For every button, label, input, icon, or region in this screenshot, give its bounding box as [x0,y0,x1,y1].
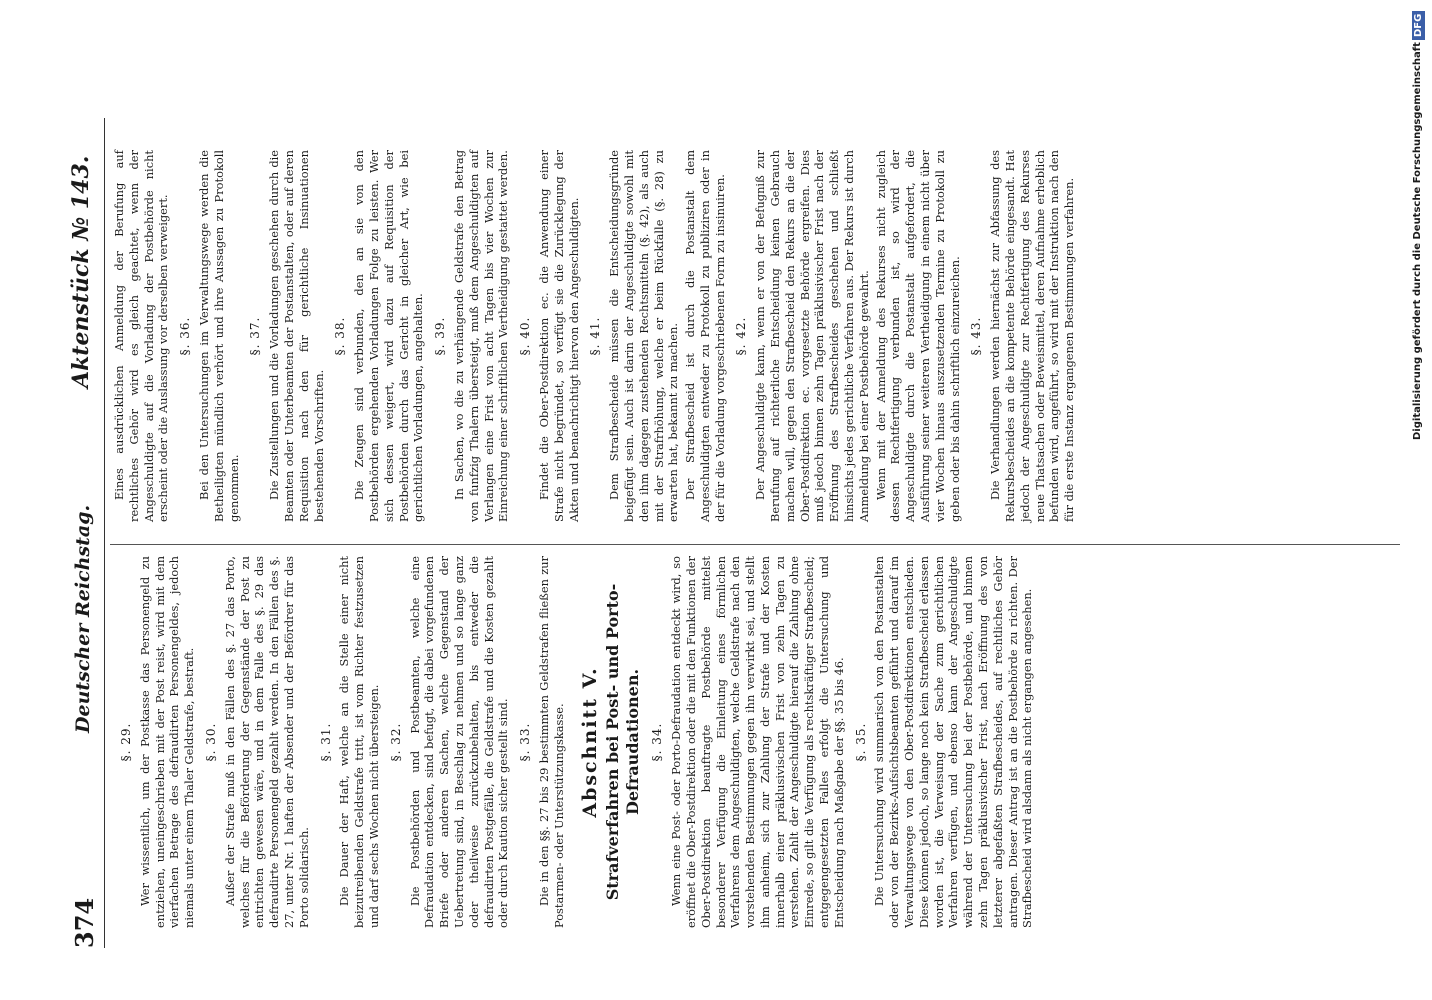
paragraph-text: Die Untersuchung wird summarisch von den Postanstalten oder von der Bezirks-Aufsichtsbeamten geführt und darauf im Verwaltungswege von den Ober-Postdirektionen entschieden. Diese können jedoch, so lange noch kein Strafbescheid erlassen worden ist, die Verweisung der Sache zum gerichtlichen Verfahren verfügen, und ebenso kann der Angeschuldigte während der Untersuchung bei der Postbehörde, und binnen zehn Tagen präklusivischer Frist, nach Eröffnung des von letzterer abgefaßten Strafbescheides, auf rechtliches Gehör antragen. Dieser Antrag ist an die Postbehörde zu richten. Der Strafbescheid wird alsdann als nicht ergangen angesehen. [872,556,1035,928]
paragraph-number: §. 32. [388,722,403,762]
paragraph-text: Die Dauer der Haft, welche an die Stelle einer nicht beizutreibenden Geldstrafe tritt, ist vom Richter festzusetzen und darf sechs Wochen nicht übersteigen. [337,556,381,928]
left-column [112,556,1037,928]
paragraph-text: Außer der Strafe muß in den Fällen des §. 27 das Porto, welches für die Beförderung der Gegenstände der Post zu entrichten gewesen wäre, und in dem Falle des §. 29 das defraudirte Personengeld gezahlt werden. In den Fällen des §. 27, unter Nr. 1 haften der Absender und der Befördrer für das Porto solidarisch. [222,556,311,928]
paragraph-number: §. 30. [203,722,218,762]
paragraph-number: §. 31. [318,722,333,762]
page-number: 374 [70,897,99,948]
paragraph-number: §. 43. [969,316,984,356]
digitization-note: Digitalisierung gefördert durch die Deutsche Forschungsgemeinschaft [1412,42,1423,440]
paragraph-text: Bei den Untersuchungen im Verwaltungswege werden die Betheiligten mündlich verhört und ihre Aussagen zu Protokoll genommen. [196,150,241,522]
section-title: Abschnitt V. [578,666,601,818]
paragraph-number: §. 38. [333,316,348,356]
paragraph-text: Der Strafbescheid ist durch die Postanstalt dem Angeschuldigten entweder zu Protokoll zu publiziren oder in der für die Vorladung vorgeschriebenen Form zu insinuiren. [683,150,727,522]
paragraph-number: §. 39. [433,316,448,356]
paragraph-text: Wer wissentlich, um der Postkasse das Personengeld zu entziehen, uneingeschrieben mit der Post reist, wird mit dem vierfachen Betrage des defraudirten Personengeldes, jedoch niemals unter einem Thaler Geldstrafe, bestraft. [137,556,197,928]
paragraph-number: §. 41. [588,316,603,356]
paragraph-number: §. 37. [248,316,263,356]
paragraph-text: Die Zeugen sind verbunden, den an sie von den Postbehörden ergehenden Vorladungen Folge zu leisten. Wer sich dessen weigert, wird dazu auf Requisition der Postbehörden durch das Gericht in gleicher Art, wie bei gerichtlichen Vorladungen, angehalten. [352,150,426,522]
paragraph-text: Die in den §§. 27 bis 29 bestimmten Geldstrafen fließen zur Postarmen- oder Unterstützungskasse. [536,556,566,928]
paragraph-text: Dem Strafbescheide müssen die Entscheidungsgründe beigefügt sein. Auch ist darin der Angeschuldigte sowohl mit den ihm dagegen zustehenden Rechtsmitteln (§. 42), als auch mit der Strafrhöhung, welche er beim Rückfalle (§. 28) zu erwarten hat, bekannt zu machen. [607,150,681,522]
paragraph-number: §. 40. [518,316,533,356]
paragraph-text: Der Angeschuldigte kann, wenn er von der Befugniß zur Berufung auf richterliche Entscheidung keinen Gebrauch machen will, gegen den Strafbescheid den Rekurs an die der Ober-Postdirektion ec. vorgesetzte Behörde ergreifen. Dies muß jedoch binnen zehn Tagen präklusivischer Frist nach der Eröffnung des Strafbescheides geschehen und schließt hinsichts jedes gerichtliche Verfahren aus. Der Rekurs ist durch Anmeldung bei einer Postbehörde gewahrt. [753,150,871,522]
page-header [66,128,102,948]
paragraph-number: §. 35. [853,722,868,762]
paragraph-number: §. 34. [650,722,665,762]
paragraph-number: §. 33. [518,722,533,762]
paragraph-text: Die Postbehörden und Postbeamten, welche eine Defraudation entdecken, sind befugt, die dabei vorgefundenen Briefe oder anderen Sachen, welche Gegenstand der Uebertretung sind, in Beschlag zu nehmen und so lange ganz oder theilweise zurückzubehalten, bis entweder die defraudirten Postgefälle, die Geldstrafe und die Kosten gezahlt oder durch Kaution sicher gestellt sind. [407,556,511,928]
paragraph-text: In Sachen, wo die zu verhängende Geldstrafe den Betrag von funfzig Thalern übersteigt, muß dem Angeschuldigten auf Verlangen eine Frist von acht Tagen bis vier Wochen zur Einreichung einer schriftlichen Vertheidigung gestattet werden. [451,150,511,522]
right-column [112,150,1079,522]
header-rule [104,118,105,948]
paragraph-text: Die Verhandlungen werden hiernächst zur Abfassung des Rekursbescheides an die kompetente Behörde eingesandt. Hat jedoch der Angeschuldigte zur Rechtfertigung des Rekurses neue Thatsachen oder Beweismittel, deren Aufnahme erheblich befunden wird, angeführt, so wird mit der Instruktion nach den für die erste Instanz ergangenen Bestimmungen verfahren. [988,150,1077,522]
section-subtitle: Strafverfahren bei Post- und Porto-Defraudationen. [603,583,643,901]
column-divider [110,544,1400,545]
left-running-title: Deutscher Reichstag. [72,504,94,733]
paragraph-number: §. 42. [734,316,749,356]
paragraph-text: Wenn mit der Anmeldung des Rekurses nicht zugleich dessen Rechtfertigung verbunden ist, so wird der Angeschuldigte durch die Postanstalt aufgefordert, die Ausführung seiner weiteren Vertheidigung in einem nicht über vier Wochen hinaus auszusetzenden Termine zu Protokoll zu geben oder bis dahin schriftlich einzureichen. [873,150,962,522]
right-running-title: Aktenstück № 143. [68,155,94,388]
dfg-logo: DFG [1412,11,1425,40]
paragraph-text: Die Zustellungen und die Vorladungen geschehen durch die Beamten oder Unterbeamten der Postanstalten, oder auf deren Requisition nach den für gerichtliche Insinuationen bestehenden Vorschriften. [267,150,326,522]
paragraph-number: §. 36. [178,316,193,356]
paragraph-text: Wenn eine Post- oder Porto-Defraudation entdeckt wird, so eröffnet die Ober-Postdirektion oder die mit den Funktionen der Ober-Postdirektion beauftragte Postbehörde mittelst besonderer Verfügung die Einleitung eines förmlichen Verfahrens dem Angeschuldigten, welche Geldstrafe nach den vorstehenden Bestimmungen gegen ihn verwirkt sei, und stellt ihm anheim, sich zur Zahlung der Strafe und der Kosten innerhalb einer präklusivischen Frist von zehn Tagen zu verstehen. Zahlt der Angeschuldigte hierauf die Zahlung ohne Einrede, so gilt die Verfügung als rechtskräftiger Strafbescheid; entgegengesetzten Falles erfolgt die Untersuchung und Entscheidung nach Maßgabe der §§. 35 bis 46. [669,556,846,928]
paragraph-text: Findet die Ober-Postdirektion ec. die Anwendung einer Strafe nicht begründet, so verfügt sie die Zurücklegung der Akten und benachrichtigt hiervon den Angeschuldigten. [536,150,581,522]
paragraph-text: Eines ausdrücklichen Anmeldung der Berufung auf rechtliches Gehör wird es gleich geachtet, wenn der Angeschuldigte auf die Vorladung der Postbehörde nicht erscheint oder die Auslassung vor derselben verweigert. [112,150,171,522]
paragraph-number: §. 29. [119,722,133,762]
